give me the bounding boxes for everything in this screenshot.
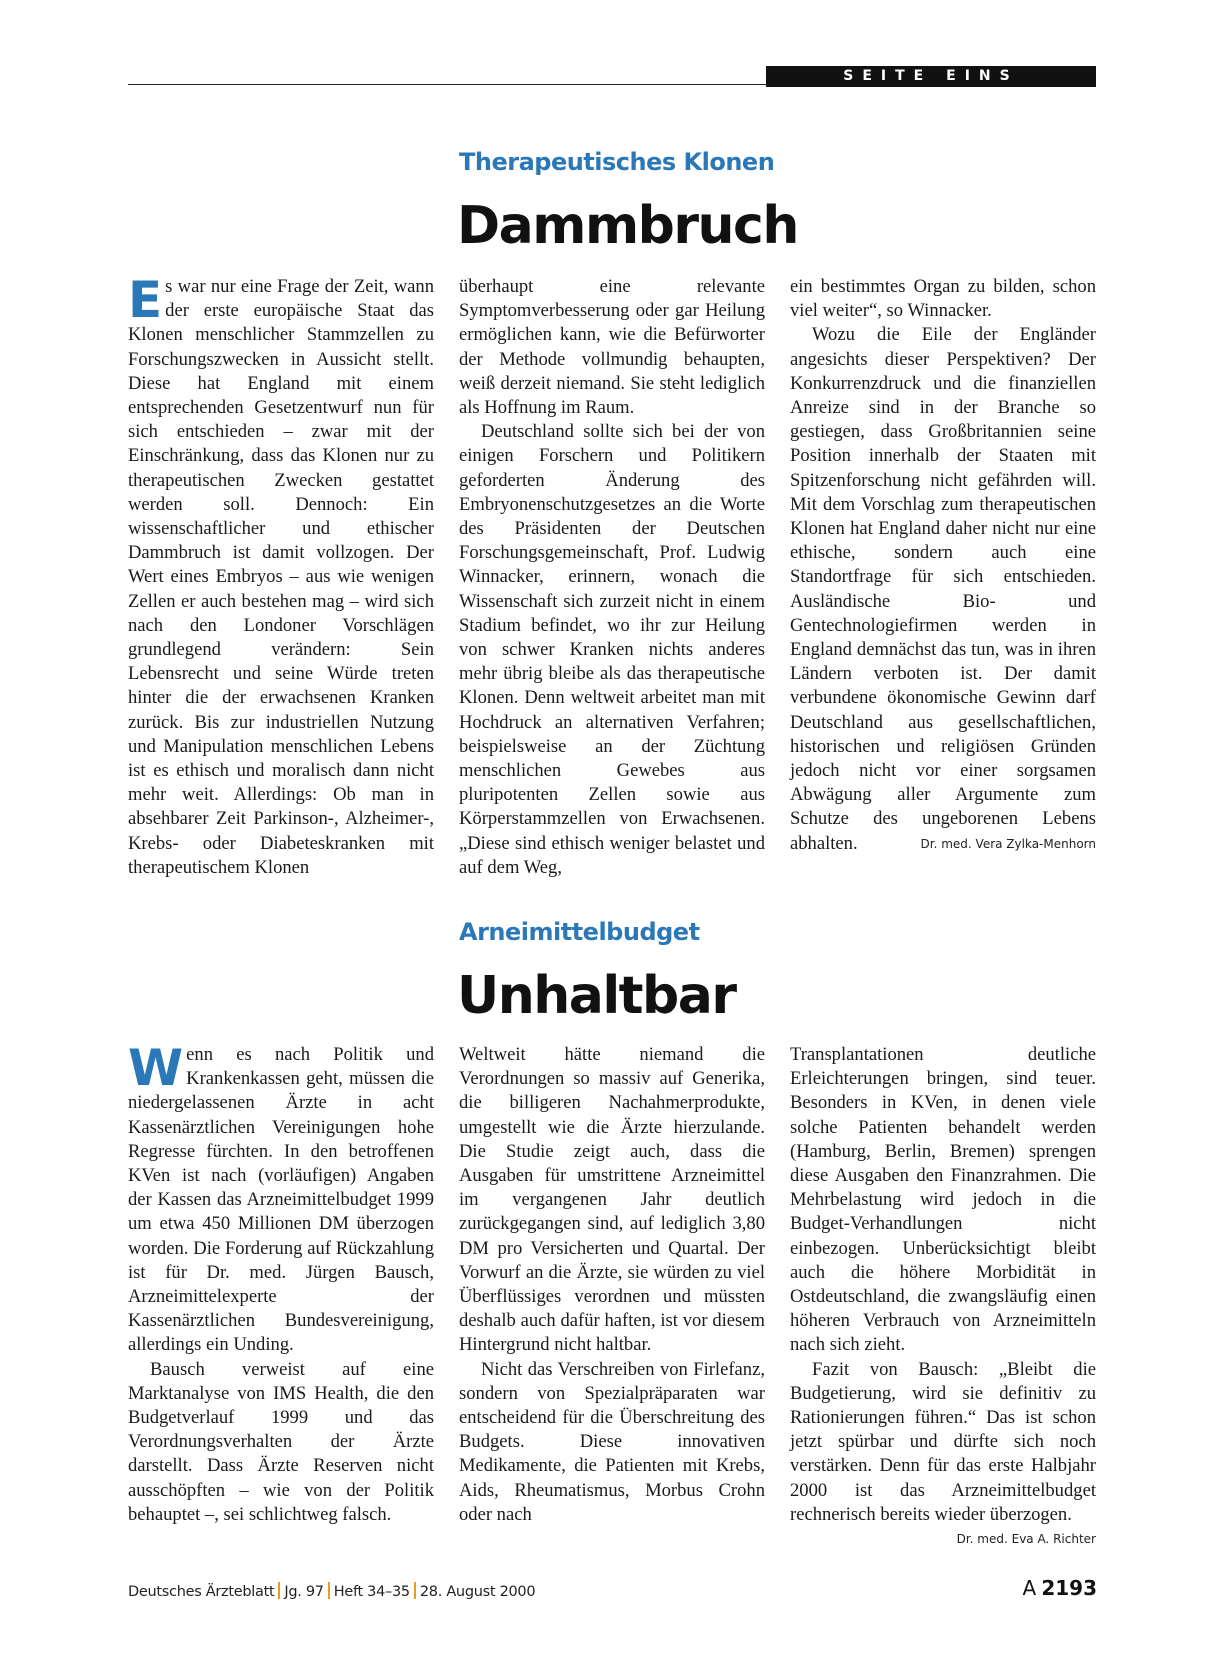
article2-author: Dr. med. Eva A. Richter [956,1532,1096,1547]
section-label: SEITE EINS [766,66,1096,87]
article1-col2-paragraph-1: überhaupt eine relevante Symptomverbesserung oder gar Heilung ermöglichen kann, wie die Befürworter der Methode vollmundig behaupten, weiß derzeit niemand. Sie steht lediglich als Hoffnung im Raum. [459,276,765,419]
article1-headline: Dammbruch [457,196,798,256]
article1-col2-paragraph-2: Deutschland sollte sich bei der von einigen Forschern und Politikern geforderten Änderung des Embryonenschutzgesetzes an die Worte des Präsidenten der Deutschen Forschungsgemeinschaft, Prof. Ludwig Winnacker, erinnern, wonach die Wissenschaft sich zurzeit nicht in einem Stadium befindet, wo ihr zur Heilung von schwer Kranken nichts anderes mehr übrig bleibe als das therapeutische Klonen. Denn weltweit arbeitet man mit Hochdruck an alternativen Verfahren; beispielsweise an der Züchtung menschlichen Gewebes aus pluripotenten Zellen sowie aus Körperstammzellen von Erwachsenen. „Diese sind ethisch weniger belastet und auf dem Weg, [459,421,765,878]
article1-author: Dr. med. Vera Zylka-Menhorn [920,836,1096,851]
page-number-value: 2193 [1041,1576,1097,1600]
page-number [1023,1576,1097,1600]
page-footer [128,1582,535,1600]
footer-date: 28. August 2000 [419,1584,536,1600]
footer-separator [328,1582,330,1599]
article1-col3-paragraph-2: Wozu die Eile der Engländer angesichts dieser Perspektiven? Der Konkurrenzdruck und die finanziellen Anreize sind in der Branche so gestiegen, dass Großbritannien seine Position innerhalb der Staaten mit Spitzenforschung nicht gefährden will. Mit dem Vorschlag zum therapeutischen Klonen hat England daher nicht nur eine ethische, sondern auch eine Standortfrage für sich entschieden. Ausländische Bio- und Gentechnologiefirmen werden in England demnächst das tun, was in ihren Ländern verboten ist. Der damit verbundene ökonomische Gewinn darf Deutschland aus gesellschaftlichen, historischen und religiösen Gründen jedoch nicht vor einer sorgsamen Abwägung aller Argumente zum Schutze des ungeborenen Lebens abhalten. [790,324,1096,854]
article1-column-3 [790,275,1096,856]
article2-column-2 [459,1043,765,1527]
article2-col3-paragraph-1: Transplantationen deutliche Erleichterungen bringen, sind teuer. Besonders in KVen, in denen viele solche Patienten behandelt werden (Hamburg, Berlin, Bremen) sprengen diese Ausgaben den Finanzrahmen. Die Mehrbelastung wird jedoch in die Budget-Verhandlungen nicht einbezogen. Unberücksichtigt bleibt auch die höhere Morbidität in Ostdeutschland, die zwangsläufig einen höheren Verbrauch von Arzneimitteln nach sich zieht. [790,1044,1096,1356]
footer-volume: Jg. 97 [284,1584,324,1600]
article2-headline: Unhaltbar [457,966,736,1026]
article1-column-2 [459,275,765,880]
article2-col1-text: enn es nach Politik und Krankenkassen geht, müssen die niedergelassenen Ärzte in acht Kassenärztlichen Vereinigungen hohe Regresse fürchten. In den betroffenen KVen ist nach (vorläufigen) Angaben der Kassen das Arzneimittelbudget 1999 um etwa 450 Millionen DM überzogen worden. Die Forderung auf Rückzahlung ist für Dr. med. Jürgen Bausch, Arzneimittelexperte der Kassenärztlichen Bundesvereinigung, allerdings ein Unding. [128,1044,434,1356]
footer-issue: Heft 34–35 [333,1584,410,1600]
article1-kicker: Therapeutisches Klonen [459,148,775,176]
footer-journal: Deutsches Ärzteblatt [128,1584,275,1600]
article2-dropcap: W [128,1039,184,1097]
page-number-prefix: A [1022,1576,1037,1600]
article2-kicker: Arneimittelbudget [459,918,700,946]
article1-col3-paragraph-1: ein bestimmtes Organ zu bilden, schon viel weiter“, so Winnacker. [790,276,1096,322]
footer-separator [414,1582,416,1599]
header-rule [128,84,766,85]
article1-dropcap: E [128,271,163,329]
article2-col2-paragraph-1: Weltweit hätte niemand die Verordnungen so massiv auf Generika, die billigeren Nachahmerprodukte, umgestellt wie die Ärzte hierzulande. Die Studie zeigt auch, dass die Ausgaben für umstrittene Arzneimittel im vergangenen Jahr deutlich zurückgegangen sind, auf lediglich 3,80 DM pro Versicherten und Quartal. Der Vorwurf an die Ärzte, sie würden zu viel Überflüssiges verordnen und müssten deshalb auch dafür haften, ist vor diesem Hintergrund nicht haltbar. [459,1044,765,1356]
article1-column-1 [128,271,434,880]
article2-col2-paragraph-2: Nicht das Verschreiben von Firlefanz, sondern von Spezialpräparaten war entscheidend für die Überschreitung des Budgets. Diese innovativen Medikamente, die Patienten mit Krebs, Aids, Rheumatismus, Morbus Crohn oder nach [459,1358,765,1525]
footer-separator [278,1582,280,1599]
article1-col1-text: s war nur eine Frage der Zeit, wann der erste europäische Staat das Klonen menschlicher Stammzellen zu Forschungszwecken in Aussicht stellt. Diese hat England mit einem entsprechenden Gesetzentwurf nun für sich entschieden – zwar mit der Einschränkung, dass das Klonen nur zu therapeutischen Zwecken gestattet werden soll. Dennoch: Ein wissenschaftlicher und ethischer Dammbruch ist damit vollzogen. Der Wert eines Embryos – aus wie wenigen Zellen er auch bestehen mag – wird sich nach den Londoner Vorschlägen grundlegend verändern: Sein Lebensrecht und seine Würde treten hinter die der erwachsenen Kranken zurück. Bis zur industriellen Nutzung und Manipulation menschlichen Lebens ist es ethisch und moralisch dann nicht mehr weit. Allerdings: Ob man in absehbarer Zeit Parkinson-, Alzheimer-, Krebs- oder Diabeteskranken mit therapeutischem Klonen [128,276,434,878]
article2-col3-paragraph-2: Fazit von Bausch: „Bleibt die Budgetierung, wird sie definitiv zu Rationierungen führen.“ Das ist schon jetzt spürbar und dürfte sich noch verstärken. Denn für das erste Halbjahr 2000 ist das Arzneimittelbudget rechnerisch bereits wieder überzogen. [790,1358,1096,1525]
article2-column-3 [790,1043,1096,1551]
article2-col1-paragraph-2: Bausch verweist auf eine Marktanalyse von IMS Health, die den Budgetverlauf 1999 und das Verordnungsverhalten der Ärzte darstellt. Dass Ärzte Reserven nicht ausschöpften – wie von der Politik behauptet –, sei schlichtweg falsch. [128,1358,434,1525]
article2-column-1 [128,1039,434,1527]
